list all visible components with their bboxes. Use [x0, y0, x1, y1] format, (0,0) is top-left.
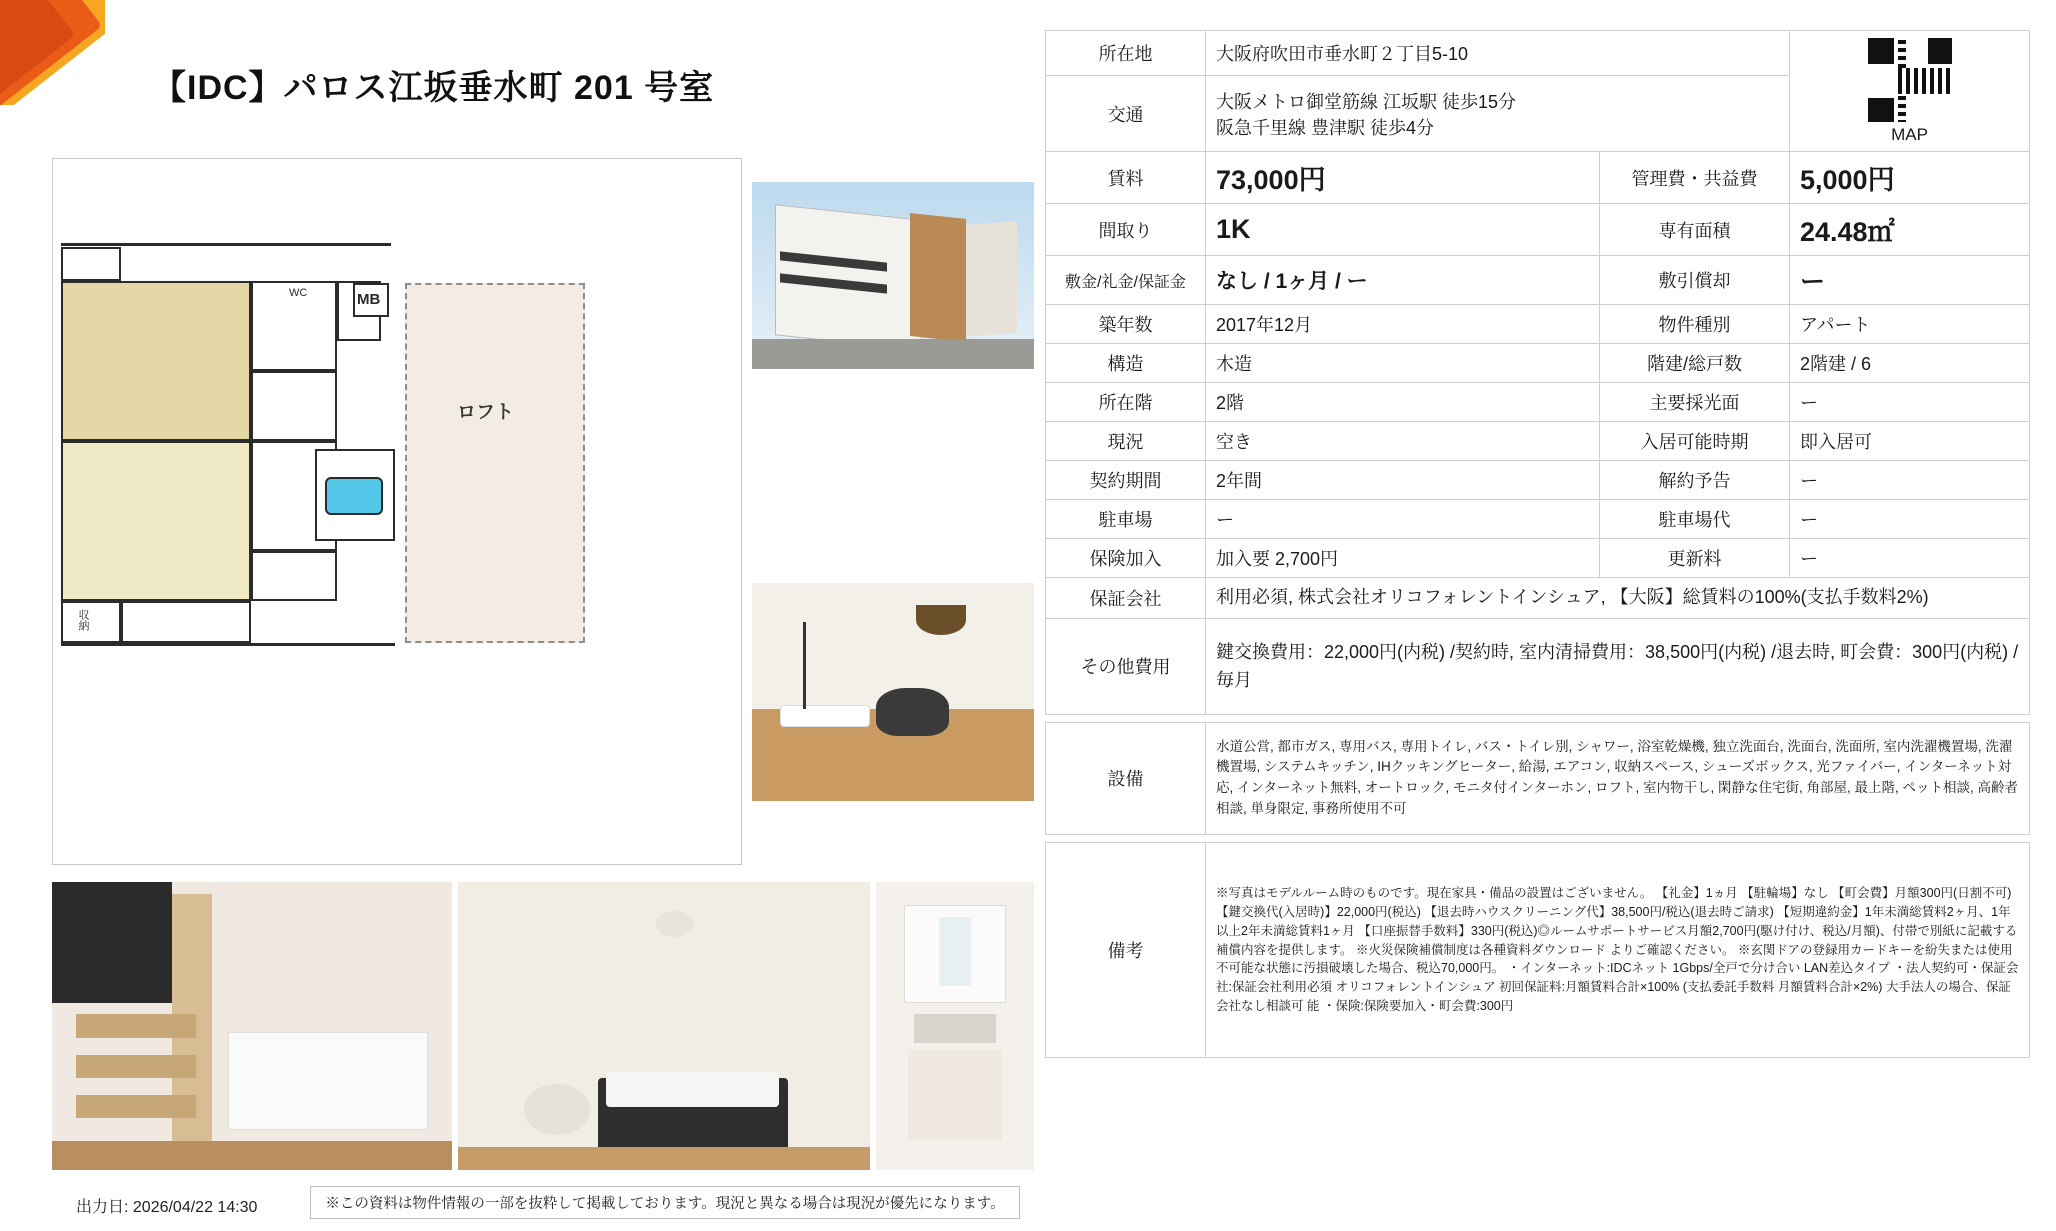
table-row-spacer — [1046, 714, 2030, 722]
value-parking-fee: ー — [1790, 500, 2030, 539]
value-admin-fee: 5,000円 — [1790, 152, 2030, 204]
value-type: アパート — [1790, 305, 2030, 344]
value-movein: 即入居可 — [1790, 422, 2030, 461]
value-location: 大阪府吹田市垂水町２丁目5-10 — [1206, 31, 1790, 76]
closet-label: 収納 — [77, 609, 89, 631]
value-renewal: ー — [1790, 539, 2030, 578]
label-insurance: 保険加入 — [1046, 539, 1206, 578]
table-row-equipment — [1046, 722, 2030, 834]
label-light: 主要採光面 — [1600, 383, 1790, 422]
mb-label: MB — [357, 291, 381, 308]
label-cancel: 解約予告 — [1600, 461, 1790, 500]
value-access — [1206, 76, 1790, 152]
table-row-deposit — [1046, 256, 2030, 305]
value-structure: 木造 — [1206, 344, 1600, 383]
label-parking-fee: 駐車場代 — [1600, 500, 1790, 539]
value-remarks: ※写真はモデルルーム時のものです。現在家具・備品の設置はございません。 【礼金】1ヵ月 【駐輪場】なし 【町会費】月額300円(日割不可) 【鍵交換代(入居時)】22,000円(税込) 【退去時ハウスクリーニング代】38,500円/税込(退去時ご請求) 【短期違約金】1年未満総賃料2ヶ月、1年以上2年未満総賃料1ヶ月 【口座振替手数料】330円(税込)◎ルームサポートサービス月額2,700円(駆け付け、税込/月額)、付帯で別紙に記載する補償内容を提供します。 ※火災保険補償制度は各種資料ダウンロード よりご確認ください。 ※玄関ドアの登録用カードキーを紛失または使用不可能な状態に汚損破壊した場合、税込70,000円。 ・インターネット:IDCネット 1Gbps/全戸で分け合い LAN差込タイプ ・法人契約可・保証会社:保証会社利用必須 オリコフォレントインシュア 初回保証料:月額賃料合計×100% (支払委託手数料 月額賃料合計×2%) 大手法人の場合、保証会社なし相談可 能 ・保険:保険要加入・町会費:300円 — [1206, 842, 2030, 1057]
label-remarks: 備考 — [1046, 842, 1206, 1057]
photo-interior-living — [752, 583, 1034, 801]
info-panel — [1045, 30, 2030, 1058]
label-amortization: 敷引償却 — [1600, 256, 1790, 305]
value-floor: 2階 — [1206, 383, 1600, 422]
label-access: 交通 — [1046, 76, 1206, 152]
photo-exterior — [752, 182, 1034, 369]
label-guarantee: 保証会社 — [1046, 578, 1206, 619]
access-line-1: 大阪メトロ御堂筋線 江坂駅 徒歩15分 — [1216, 91, 1517, 112]
value-contract: 2年間 — [1206, 461, 1600, 500]
photo-bedroom — [458, 882, 870, 1170]
label-other-cost: その他費用 — [1046, 618, 1206, 714]
value-guarantee: 利用必須, 株式会社オリコフォレントインシュア, 【大阪】総賃料の100%(支払手数料2%) — [1206, 578, 2030, 619]
value-amortization: ー — [1790, 256, 2030, 305]
label-movein: 入居可能時期 — [1600, 422, 1790, 461]
value-deposit: なし / 1ヶ月 / ー — [1206, 256, 1600, 305]
photo-loft-stairs — [52, 882, 452, 1170]
table-row-contract — [1046, 461, 2030, 500]
table-row-location — [1046, 31, 2030, 76]
value-layout: 1K — [1206, 204, 1600, 256]
label-status: 現況 — [1046, 422, 1206, 461]
value-equipment: 水道公営, 都市ガス, 専用バス, 専用トイレ, バス・トイレ別, シャワー, 浴室乾燥機, 独立洗面台, 洗面台, 洗面所, 室内洗濯機置場, 洗濯機置場, システムキッチン, IHクッキングヒーター, 給湯, エアコン, 収納スペース, シューズボックス, 光ファイバー, インターネット対応, インターネット無料, オートロック, モニタ付インターホン, ロフト, 室内物干し, 閑静な住宅街, 角部屋, 最上階, ペット相談, 高齢者相談, 単身限定, 事務所使用不可 — [1206, 722, 2030, 834]
table-row-insurance — [1046, 539, 2030, 578]
access-line-2: 阪急千里線 豊津駅 徒歩4分 — [1216, 117, 1435, 138]
page-title: 【IDC】パロス江坂垂水町 201 号室 — [152, 69, 715, 107]
table-row-status — [1046, 422, 2030, 461]
table-row-parking — [1046, 500, 2030, 539]
label-type: 物件種別 — [1600, 305, 1790, 344]
value-area: 24.48㎡ — [1790, 204, 2030, 256]
value-cancel: ー — [1790, 461, 2030, 500]
output-date: 出力日: 2026/04/22 14:30 — [76, 1199, 258, 1216]
loft-block — [405, 283, 585, 643]
label-contract: 契約期間 — [1046, 461, 1206, 500]
label-area: 専有面積 — [1600, 204, 1790, 256]
table-row-floor — [1046, 383, 2030, 422]
label-structure: 構造 — [1046, 344, 1206, 383]
label-layout: 間取り — [1046, 204, 1206, 256]
table-row-guarantee — [1046, 578, 2030, 619]
value-rent: 73,000円 — [1206, 152, 1600, 204]
label-admin-fee: 管理費・共益費 — [1600, 152, 1790, 204]
table-row-spacer-2 — [1046, 834, 2030, 842]
label-renewal: 更新料 — [1600, 539, 1790, 578]
label-built: 築年数 — [1046, 305, 1206, 344]
qr-map-cell[interactable] — [1790, 31, 2030, 152]
label-equipment: 設備 — [1046, 722, 1206, 834]
table-row-structure — [1046, 344, 2030, 383]
label-floor: 所在階 — [1046, 383, 1206, 422]
value-parking: ー — [1206, 500, 1600, 539]
table-row-rent — [1046, 152, 2030, 204]
value-status: 空き — [1206, 422, 1600, 461]
floor-plan — [52, 158, 742, 865]
table-row-other-cost — [1046, 618, 2030, 714]
value-built: 2017年12月 — [1206, 305, 1600, 344]
table-row-built — [1046, 305, 2030, 344]
table-row-remarks — [1046, 842, 2030, 1057]
label-parking: 駐車場 — [1046, 500, 1206, 539]
label-floors: 階建/総戸数 — [1600, 344, 1790, 383]
map-label: MAP — [1891, 125, 1928, 144]
label-deposit: 敷金/礼金/保証金 — [1046, 256, 1206, 305]
label-location: 所在地 — [1046, 31, 1206, 76]
value-light: ー — [1790, 383, 2030, 422]
table-row-layout — [1046, 204, 2030, 256]
value-floors: 2階建 / 6 — [1790, 344, 2030, 383]
property-info-table — [1045, 30, 2030, 1058]
loft-label: ロフト — [457, 402, 515, 423]
wc-label: WC — [289, 287, 308, 299]
label-rent: 賃料 — [1046, 152, 1206, 204]
footer-note: ※この資料は物件情報の一部を抜粋して掲載しております。現況と異なる場合は現況が優先になります。 — [310, 1186, 1020, 1219]
photo-washstand — [876, 882, 1034, 1170]
qr-code-icon — [1867, 37, 1953, 123]
value-other-cost: 鍵交換費用：22,000円(内税) /契約時, 室内清掃費用：38,500円(内税) /退去時, 町会費：300円(内税) /毎月 — [1206, 618, 2030, 714]
value-insurance: 加入要 2,700円 — [1206, 539, 1600, 578]
